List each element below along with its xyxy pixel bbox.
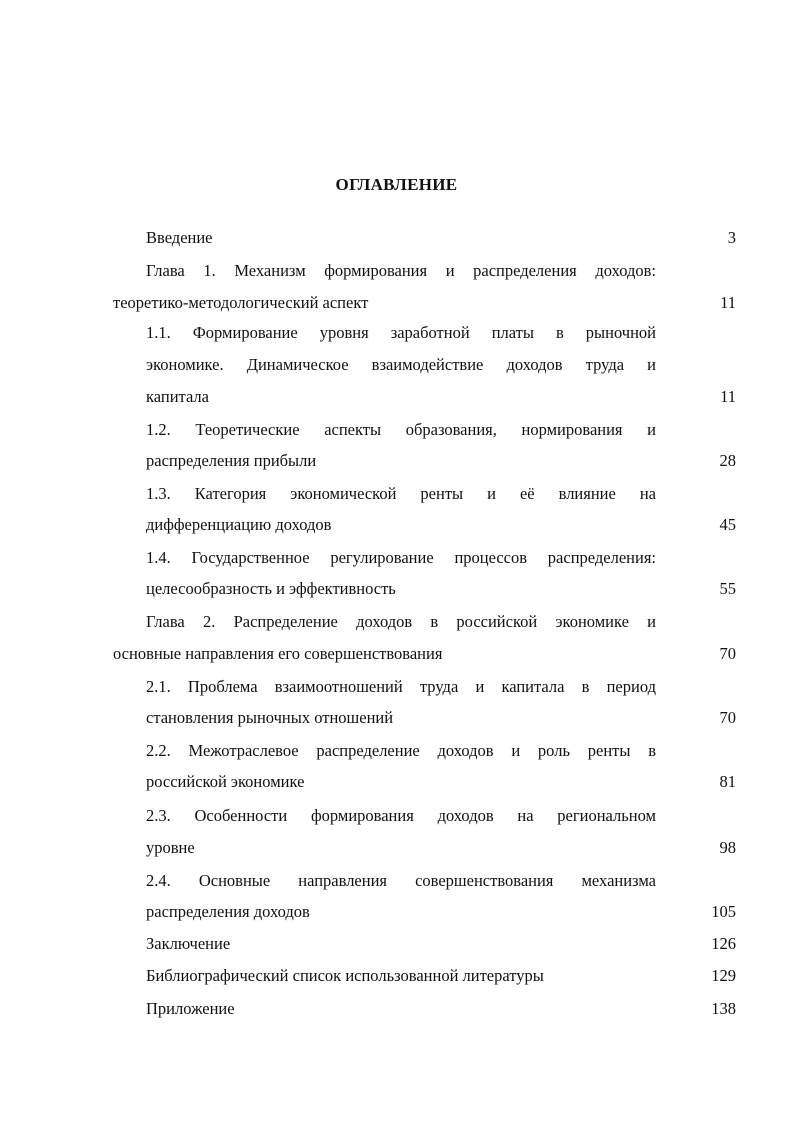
toc-entry-1-4-line-2: целесообразность и эффективность (146, 579, 396, 598)
toc-page-1-3: 45 (719, 515, 736, 534)
toc-entry-2-2-line-2: российской экономике (146, 772, 305, 791)
toc-entry-1-3-line-1: 1.3. Категория экономической ренты и её влияние на (146, 484, 656, 503)
toc-entry-2-1-line-2: становления рыночных отношений (146, 708, 394, 727)
page-title: ОГЛАВЛЕНИЕ (335, 175, 458, 194)
toc-page-1-2: 28 (719, 451, 736, 470)
toc-page-appendix: 138 (711, 999, 736, 1018)
toc-entry-chapter-1-line-1: Глава 1. Механизм формирования и распределения доходов: (146, 261, 656, 280)
toc-page-bibliography: 129 (711, 966, 736, 985)
toc-entry-1-1-line-3: капитала (146, 387, 209, 406)
toc-entry-appendix: Приложение (146, 999, 235, 1018)
toc-page-2-4: 105 (711, 902, 736, 921)
toc-entry-2-3-line-1: 2.3. Особенности формирования доходов на региональном (146, 806, 656, 825)
toc-entry-2-1-line-1: 2.1. Проблема взаимоотношений труда и капитала в период (146, 677, 656, 696)
toc-entry-chapter-2-line-1: Глава 2. Распределение доходов в российской экономике и (146, 612, 656, 631)
toc-entry-intro: Введение (146, 228, 213, 247)
toc-page-1-4: 55 (719, 579, 736, 598)
toc-entry-1-3-line-2: дифференциацию доходов (146, 515, 332, 534)
toc-entry-chapter-1-line-2: теоретико-методологический аспект (113, 293, 369, 312)
toc-entry-conclusion: Заключение (146, 934, 231, 953)
toc-entry-chapter-2-line-2: основные направления его совершенствования (113, 644, 443, 663)
toc-page-2-3: 98 (719, 838, 736, 857)
toc-page-1-1: 11 (720, 387, 736, 406)
toc-page-conclusion: 126 (711, 934, 736, 953)
toc-entry-1-2-line-1: 1.2. Теоретические аспекты образования, нормирования и (146, 420, 656, 439)
toc-entry-2-4-line-2: распределения доходов (146, 902, 310, 921)
toc-entry-2-3-line-2: уровне (146, 838, 195, 857)
toc-page-intro: 3 (727, 228, 736, 247)
toc-page-2-1: 70 (719, 708, 736, 727)
toc-entry-bibliography: Библиографический список использованной литературы (146, 966, 544, 985)
toc-entry-1-4-line-1: 1.4. Государственное регулирование процессов распределения: (146, 548, 656, 567)
toc-page-chapter-1: 11 (720, 293, 736, 312)
toc-entry-1-1-line-1: 1.1. Формирование уровня заработной платы в рыночной (146, 323, 656, 342)
toc-page-chapter-2: 70 (719, 644, 736, 663)
toc-page-2-2: 81 (719, 772, 736, 791)
toc-entry-1-1-line-2: экономике. Динамическое взаимодействие доходов труда и (146, 355, 656, 374)
toc-entry-1-2-line-2: распределения прибыли (146, 451, 317, 470)
toc-entry-2-4-line-1: 2.4. Основные направления совершенствования механизма (146, 871, 656, 890)
toc-entry-2-2-line-1: 2.2. Межотраслевое распределение доходов и роль ренты в (146, 741, 656, 760)
